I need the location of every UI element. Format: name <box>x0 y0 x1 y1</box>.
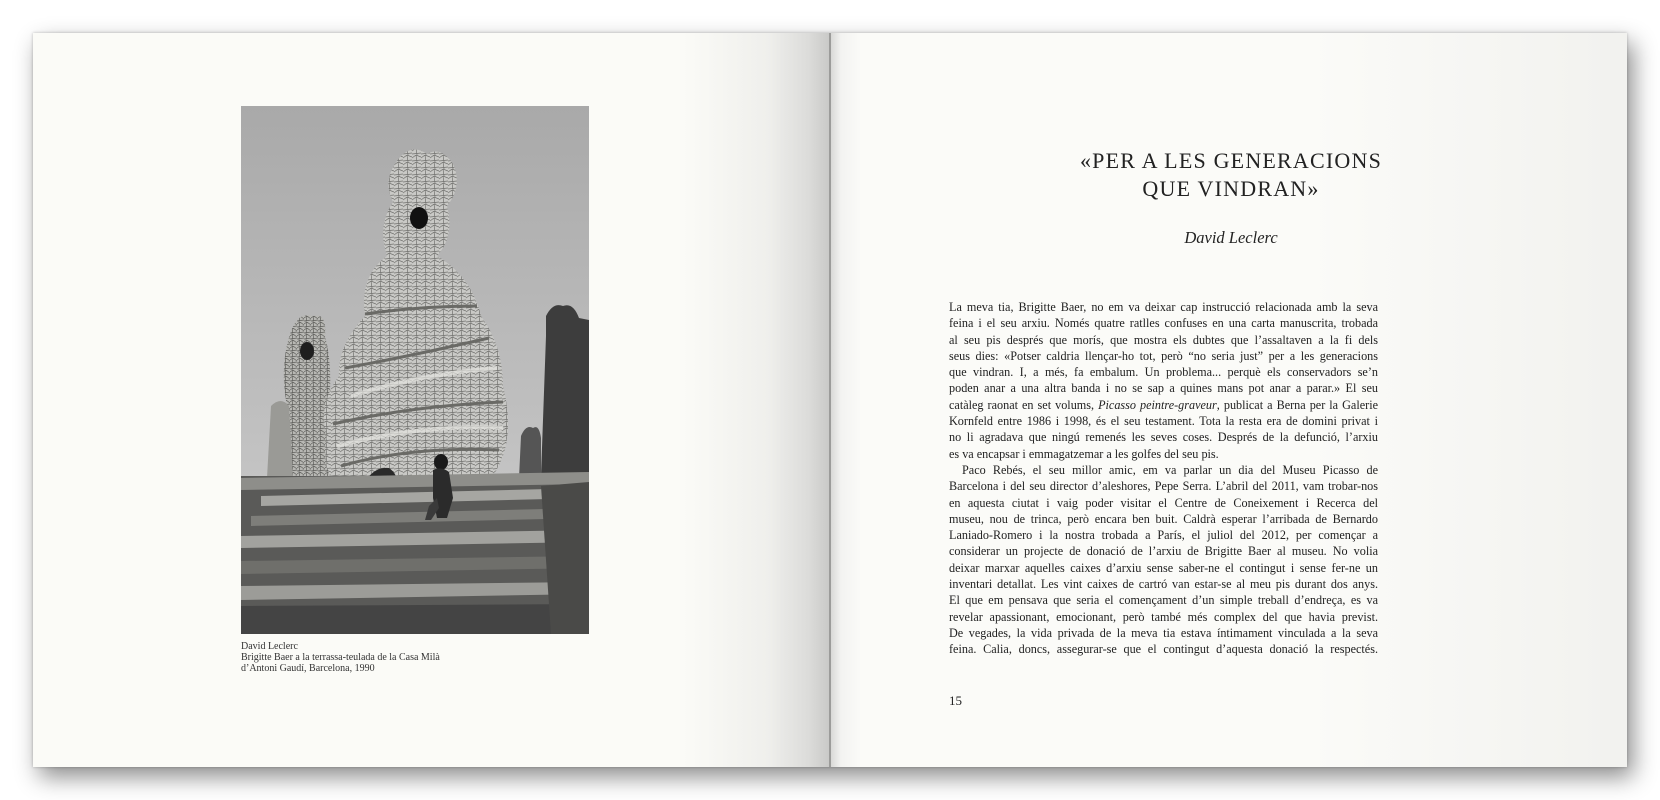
text-line: inventari detallat. Les vint caixes de cartró van estar-se al meu pis durant dos anys. <box>949 577 1378 592</box>
text-segment: catàleg raonat en set volums, <box>949 397 1099 412</box>
text-line: no li agradava que ningú remenés les seves coses. Després de la defunció, l’arxiu <box>949 430 1378 445</box>
page-number: 15 <box>949 693 962 708</box>
text-line: La meva tia, Brigitte Baer, no em va deixar cap instrucció relacionada amb la seva <box>949 300 1378 314</box>
book-spread <box>33 33 1627 767</box>
text-line: deixar marxar aquelles caixes d’arxiu sense saber-ne el contingut i sense fer-ne un <box>949 560 1378 575</box>
author-name: David Leclerc <box>1184 228 1278 247</box>
text-line: considerar un projecte de donació de l’arxiu de Brigitte Baer al museu. No volia <box>949 544 1378 559</box>
chapter-title <box>931 147 1531 203</box>
text-line: que vindran. I, a més, fa embalum. Un problema... perquè els conservadors se’n <box>949 365 1378 380</box>
text-line: Laniado-Romero i la nostra trobada a París, el juliol del 2012, per començar a <box>949 528 1378 543</box>
title-line: «PER A LES GENERACIONS <box>1079 148 1383 173</box>
text-line: Paco Rebés, el seu millor amic, em va parlar un dia del Museu Picasso de <box>962 462 1378 477</box>
caption-line: Brigitte Baer a la terrassa-teulada de la Casa Milà <box>241 652 440 663</box>
photograph <box>241 106 589 634</box>
text-line: es va encapsar i emmagatzemar a les golfes del seu pis. <box>949 446 1219 461</box>
text-line: feina. Calia, doncs, assegurar-se que el contingut d’aquesta donació la respectés. <box>949 642 1378 657</box>
text-line: museu, nou de trinca, però encara ben buit. Caldrà esperar l’arribada de Bernardo <box>949 511 1378 526</box>
photograph-icon <box>241 106 589 634</box>
text-line: al seu pis després que morís, que mostra els dubtes que l’assaltaven a la fi dels <box>949 332 1378 347</box>
book-title: Picasso peintre-graveur <box>1098 397 1217 412</box>
text-line: Kornfeld entre 1986 i 1998, és el seu testament. Tota la resta era de domini privat i <box>949 414 1378 429</box>
text-line: revelar apassionant, emocionant, però també més complex del que havia previst. <box>949 609 1378 624</box>
caption-line: d’Antoni Gaudí, Barcelona, 1990 <box>241 663 375 674</box>
photo-caption <box>241 641 440 674</box>
text-segment: , publicat a Berna per la Galerie <box>1216 397 1378 412</box>
text-line: seus dies: «Potser caldria llençar-ho tot, però “no seria just” per a les generacions <box>949 348 1378 363</box>
text-line: en aquesta ciutat i vaig poder visitar el Centre de Coneixement i Recerca del <box>949 495 1378 510</box>
text-line <box>949 397 1378 413</box>
left-page <box>33 33 830 767</box>
right-page <box>831 33 1627 767</box>
text-line: feina i el seu arxiu. Només quatre ratlles confuses en una carta manuscrita, trobada <box>949 316 1378 331</box>
caption-line: David Leclerc <box>241 641 298 652</box>
text-line: El que em pensava que seria el començament d’un simple treball d’endreça, es va <box>949 593 1378 608</box>
body-text <box>949 299 1378 658</box>
text-line: poden anar a una altra banda i no se sap a quines mans pot anar a parar.» El seu <box>949 381 1378 396</box>
title-line: QUE VINDRAN» <box>1142 176 1320 201</box>
text-line: Barcelona i del seu director d’aleshores, Pepe Serra. L’abril del 2011, vam trobar-nos <box>949 479 1378 494</box>
text-line: De vegades, la vida privada de la meva tia estava íntimament vinculada a la seva <box>949 625 1378 640</box>
